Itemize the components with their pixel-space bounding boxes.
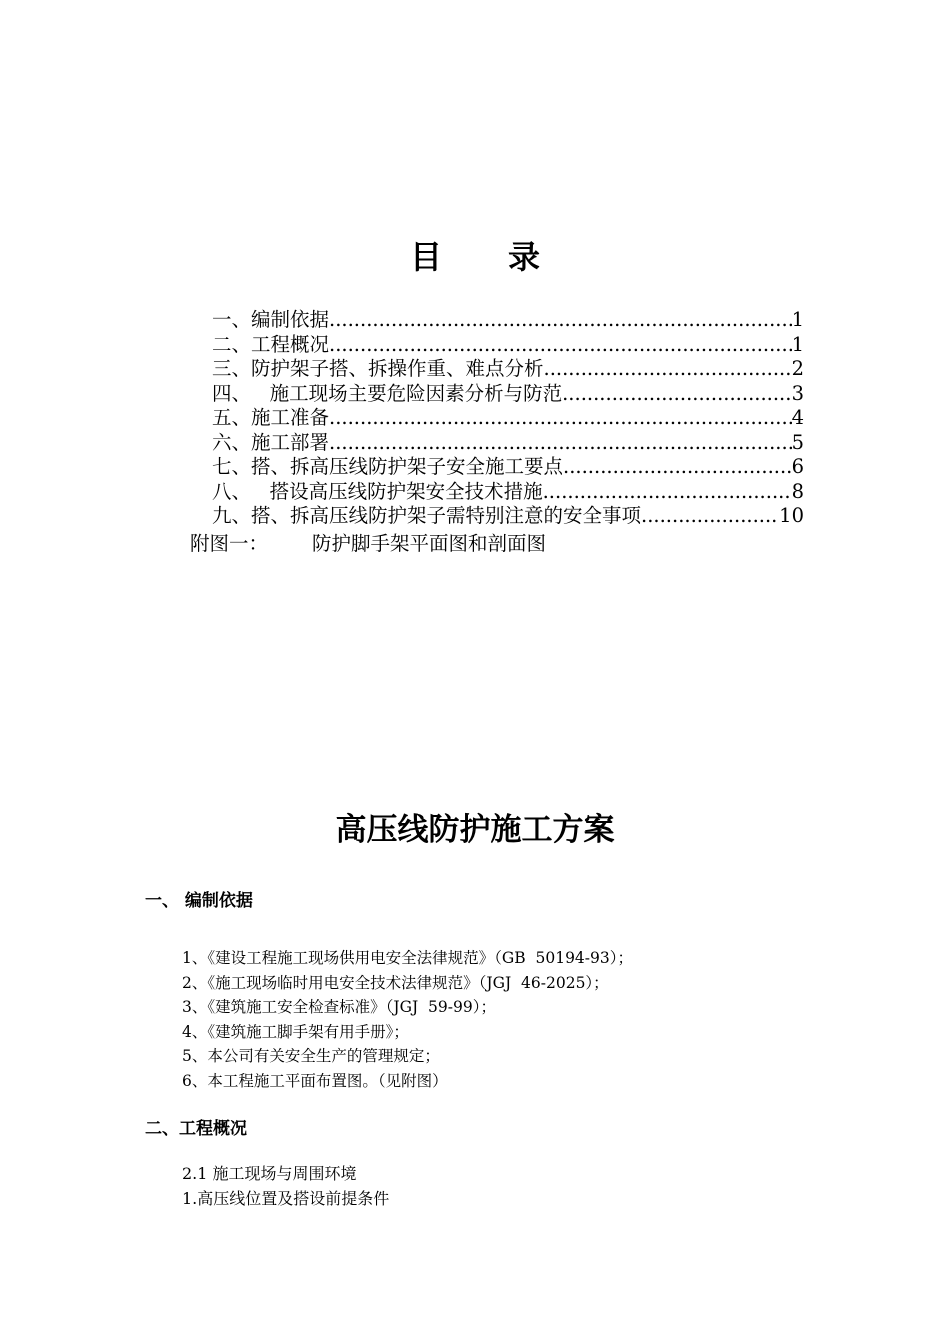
toc-entry-label: 七、搭、拆高压线防护架子安全施工要点 [212,455,564,478]
toc-entry-label: 四、 施工现场主要危险因素分析与防范 [212,381,563,405]
toc-entry[interactable] [212,406,804,431]
toc-leader-dots [329,333,792,358]
toc-entry-label: 五、施工准备 [212,406,330,429]
toc-entry[interactable] [212,504,804,529]
toc-entry-page: 1 [791,308,804,331]
toc-leader-dots [543,480,792,505]
list-item: 1、《建设工程施工现场供用电安全法律规范》（GB 50194-93）； [182,949,634,967]
toc-leader-dots [544,357,792,382]
toc-entry-label: 六、施工部署 [212,430,330,454]
toc-entry-label: 三、防护架子搭、拆操作重、难点分析 [212,357,544,380]
toc-entry[interactable] [212,382,804,407]
toc-leader-dots [563,455,792,480]
section-heading-basis: 一、 编制依据 [145,891,253,911]
toc-leader-dots [562,382,791,407]
toc-entry[interactable] [212,357,804,382]
list-item: 2、《施工现场临时用电安全技术法律规范》（JGJ 46-2025）； [182,973,609,992]
toc-entry-page: 6 [791,455,804,478]
document-title: 高压线防护施工方案 [335,812,615,848]
reference-list [182,946,633,1093]
list-item: 6、本工程施工平面布置图。（见附图） [182,1071,448,1090]
toc-entry-label: 八、 搭设高压线防护架安全技术措施 [212,479,543,503]
list-item: 3、《建筑施工安全检查标准》（JGJ 59-99）； [182,998,496,1016]
toc-entry-page: 2 [791,357,804,380]
toc-entry-page: 10 [779,504,804,527]
toc-entry-label: 二、工程概况 [212,332,330,356]
subsection-heading: 2.1 施工现场与周围环境 [182,1164,357,1183]
toc-leader-dots [641,504,779,529]
section-heading-overview: 二、工程概况 [145,1119,247,1139]
toc-entry[interactable] [212,308,804,333]
toc-appendix-label: 附图一： [190,532,269,555]
toc-entry-label: 一、编制依据 [212,308,330,331]
toc-leader-dots [329,431,792,456]
toc-entry[interactable] [212,480,804,505]
toc-entry-page: 8 [791,479,804,503]
paragraph-line: 1.高压线位置及搭设前提条件 [182,1189,390,1208]
toc-leader-dots [329,406,792,431]
toc-title: 目录 [409,238,606,276]
toc-appendix[interactable] [190,531,546,557]
toc-entry[interactable] [212,333,804,358]
list-item: 5、本公司有关安全生产的管理规定； [182,1047,440,1065]
toc-leader-dots [329,308,792,333]
toc-entry-label: 九、搭、拆高压线防护架子需特别注意的安全事项 [212,504,642,527]
toc-list [212,308,804,529]
toc-entry[interactable] [212,431,804,456]
toc-entry-page: 3 [791,381,804,405]
toc-entry-page: 4 [791,406,804,429]
toc-entry[interactable] [212,455,804,480]
list-item: 4、《建筑施工脚手架有用手册》； [182,1022,409,1041]
toc-entry-page: 1 [791,332,804,356]
toc-entry-page: 5 [791,430,804,454]
toc-appendix-title: 防护脚手架平面图和剖面图 [312,532,547,555]
overview-content [182,1161,389,1211]
